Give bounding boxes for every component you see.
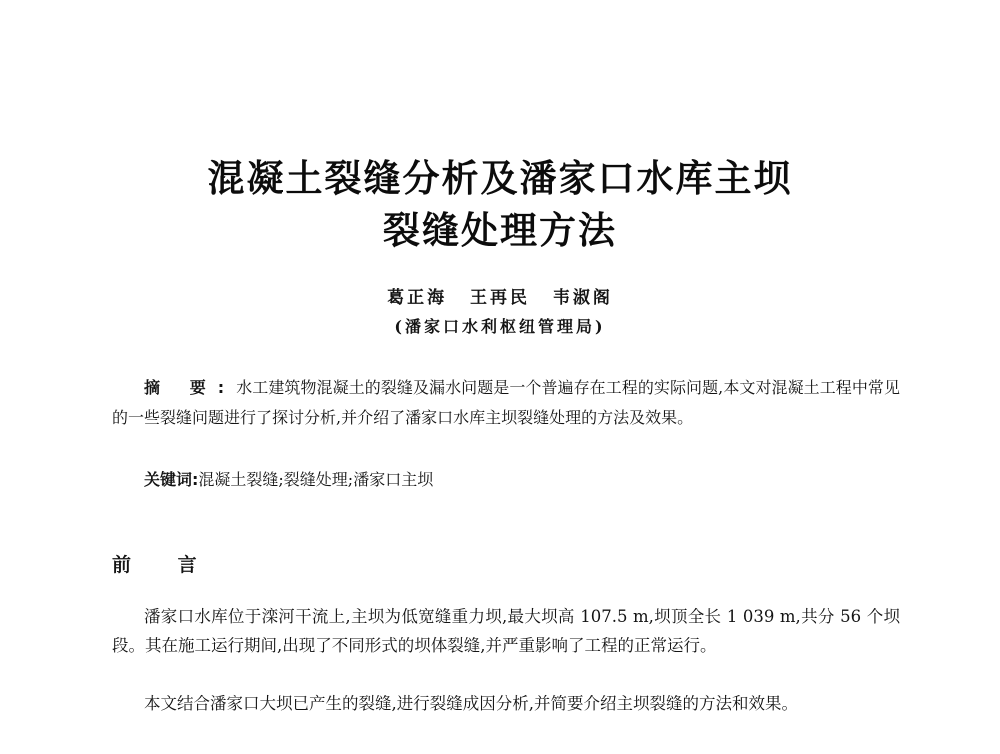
section-heading-preface: 前 言 — [112, 554, 217, 576]
author-list: 葛正海 王再民 韦淑阁 — [387, 288, 613, 308]
abstract-text: 水工建筑物混凝土的裂缝及漏水问题是一个普遍存在工程的实际问题,本文对混凝土工程中常见的一些裂缝问题进行了探讨分析,并介绍了潘家口水库主坝裂缝处理的方法及效果。 — [112, 378, 900, 427]
keywords — [112, 465, 900, 495]
paper-title-line2: 裂缝处理方法 — [383, 209, 617, 252]
abstract — [112, 373, 900, 433]
author-affiliation: (潘家口水利枢纽管理局) — [394, 317, 606, 336]
paper-title-line1: 混凝土裂缝分析及潘家口水库主坝 — [207, 157, 793, 200]
keywords-label: 关键词: — [144, 470, 199, 489]
keywords-text: 混凝土裂缝;裂缝处理;潘家口主坝 — [198, 470, 434, 489]
body-paragraph-1: 潘家口水库位于滦河干流上,主坝为低宽缝重力坝,最大坝高 107.5 m,坝顶全长 1 039 m,共分 56 个坝段。其在施工运行期间,出现了不同形式的坝体裂缝,并严重影响了工程的正常运行。 — [112, 607, 900, 655]
body-paragraph-2: 本文结合潘家口大坝已产生的裂缝,进行裂缝成因分析,并简要介绍主坝裂缝的方法和效果。 — [144, 694, 798, 713]
abstract-label: 摘 要: — [144, 378, 237, 397]
